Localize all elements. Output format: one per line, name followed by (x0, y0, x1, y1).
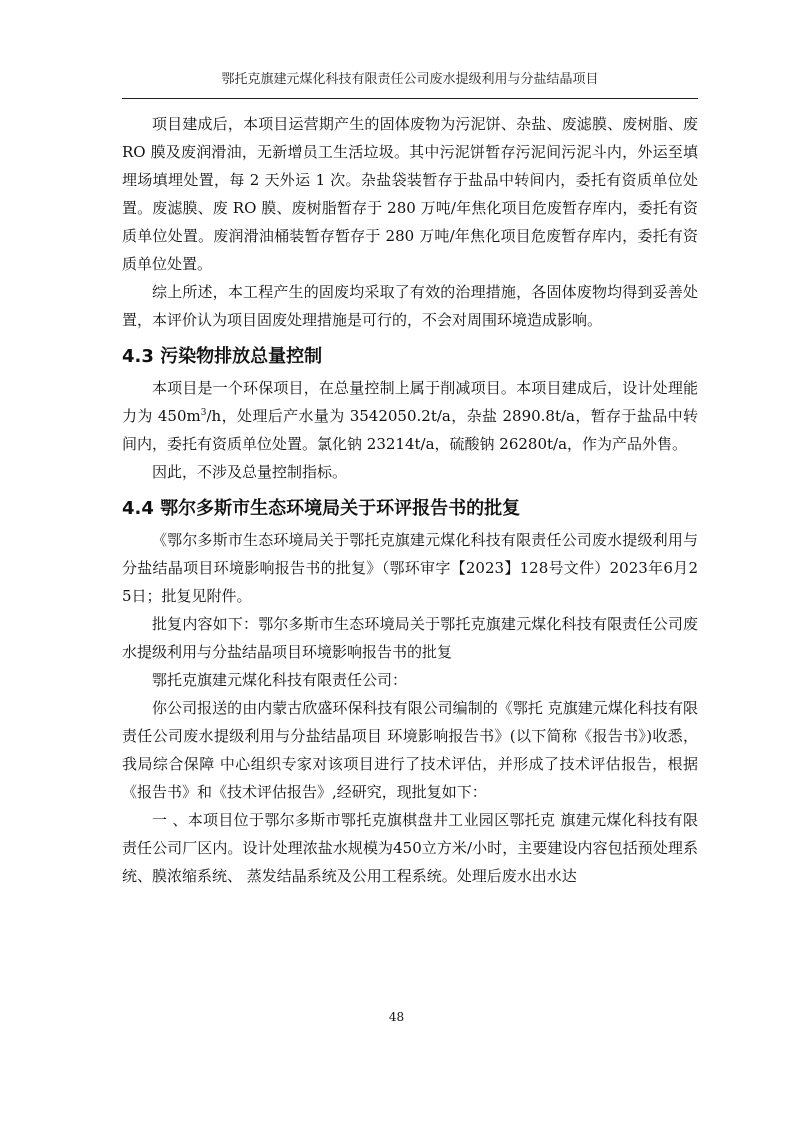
section-heading-4-4: 4.4 鄂尔多斯市生态环境局关于环评报告书的批复 (122, 498, 521, 519)
page-body (122, 110, 698, 890)
paragraph-approval-content: 批复内容如下：鄂尔多斯市生态环境局关于鄂托克旗建元煤化科技有限责任公司废水提级利用与分盐结晶项目环境影响报告书的批复 (122, 615, 698, 661)
section-heading-4-3: 4.3 污染物排放总量控制 (122, 346, 323, 367)
paragraph-no-control-index: 因此，不涉及总量控制指标。 (152, 463, 348, 481)
paragraph-report-received: 你公司报送的由内蒙古欣盛环保科技有限公司编制的《鄂托 克旗建元煤化科技有限责任公司废水提级利用与分盐结晶项目 环境影响报告书》(以下简称《报告书》)收悉，我局综合保障 中心组织专家对该项目进行了技术评估，并形成了技术评估报告，根据《报告书》和《技术评估报告》,经研究，现批复如下： (122, 699, 698, 801)
paragraph-approval-doc: 《鄂尔多斯市生态环境局关于鄂托克旗建元煤化科技有限责任公司废水提级利用与分盐结晶项目环境影响报告书的批复》（鄂环审字【2023】128号文件）2023年6月25日；批复见附件。 (122, 531, 698, 605)
running-header: 鄂托克旗建元煤化科技有限责任公司废水提级利用与分盐结晶项目 (221, 72, 599, 87)
text-capacity-rest: /h，处理后产水量为 3542050.2t/a，杂盐 2890.8t/a，暂存于盐品中转间内，委托有资质单位处置。氯化钠 23214t/a，硫酸钠 26280t/a，作为产品外售。 (122, 407, 698, 453)
paragraph-summary: 综上所述，本工程产生的固废均采取了有效的治理措施，各固体废物均得到妥善处置，本评价认为项目固废处理措施是可行的，不会对周围环境造成影响。 (122, 283, 698, 329)
paragraph-solid-waste: 项目建成后，本项目运营期产生的固体废物为污泥饼、杂盐、废滤膜、废树脂、废 RO 膜及废润滑油，无新增员工生活垃圾。其中污泥饼暂存污泥间污泥斗内，外运至填埋场填埋处置，每 2 天外运 1 次。杂盐袋装暂存于盐品中转间内，委托有资质单位处置。废滤膜、废 RO 膜、废树脂暂存于 280 万吨/年焦化项目危废暂存库内，委托有资质单位处置。废润滑油桶装暂存暂存于 280 万吨/年焦化项目危废暂存库内，委托有资质单位处置。 (122, 115, 698, 273)
paragraph-addressee: 鄂托克旗建元煤化科技有限责任公司： (152, 671, 408, 689)
header-divider (122, 98, 698, 99)
superscript-cubed: 3 (200, 408, 207, 418)
paragraph-total-control (122, 374, 698, 458)
page-number: 48 (388, 1010, 405, 1024)
paragraph-item-one: 一 、本项目位于鄂尔多斯市鄂托克旗棋盘井工业园区鄂托克 旗建元煤化科技有限责任公司厂区内。设计处理浓盐水规模为450立方米/小时，主要建设内容包括预处理系统、膜浓缩系统、 蒸发结晶系统及公用工程系统。处理后废水出水达 (122, 811, 698, 885)
text-capacity-intro: 本项目是一个环保项目，在总量控制上属于削减项目。本项目建成后，设计处理能力为 450m (122, 379, 698, 425)
